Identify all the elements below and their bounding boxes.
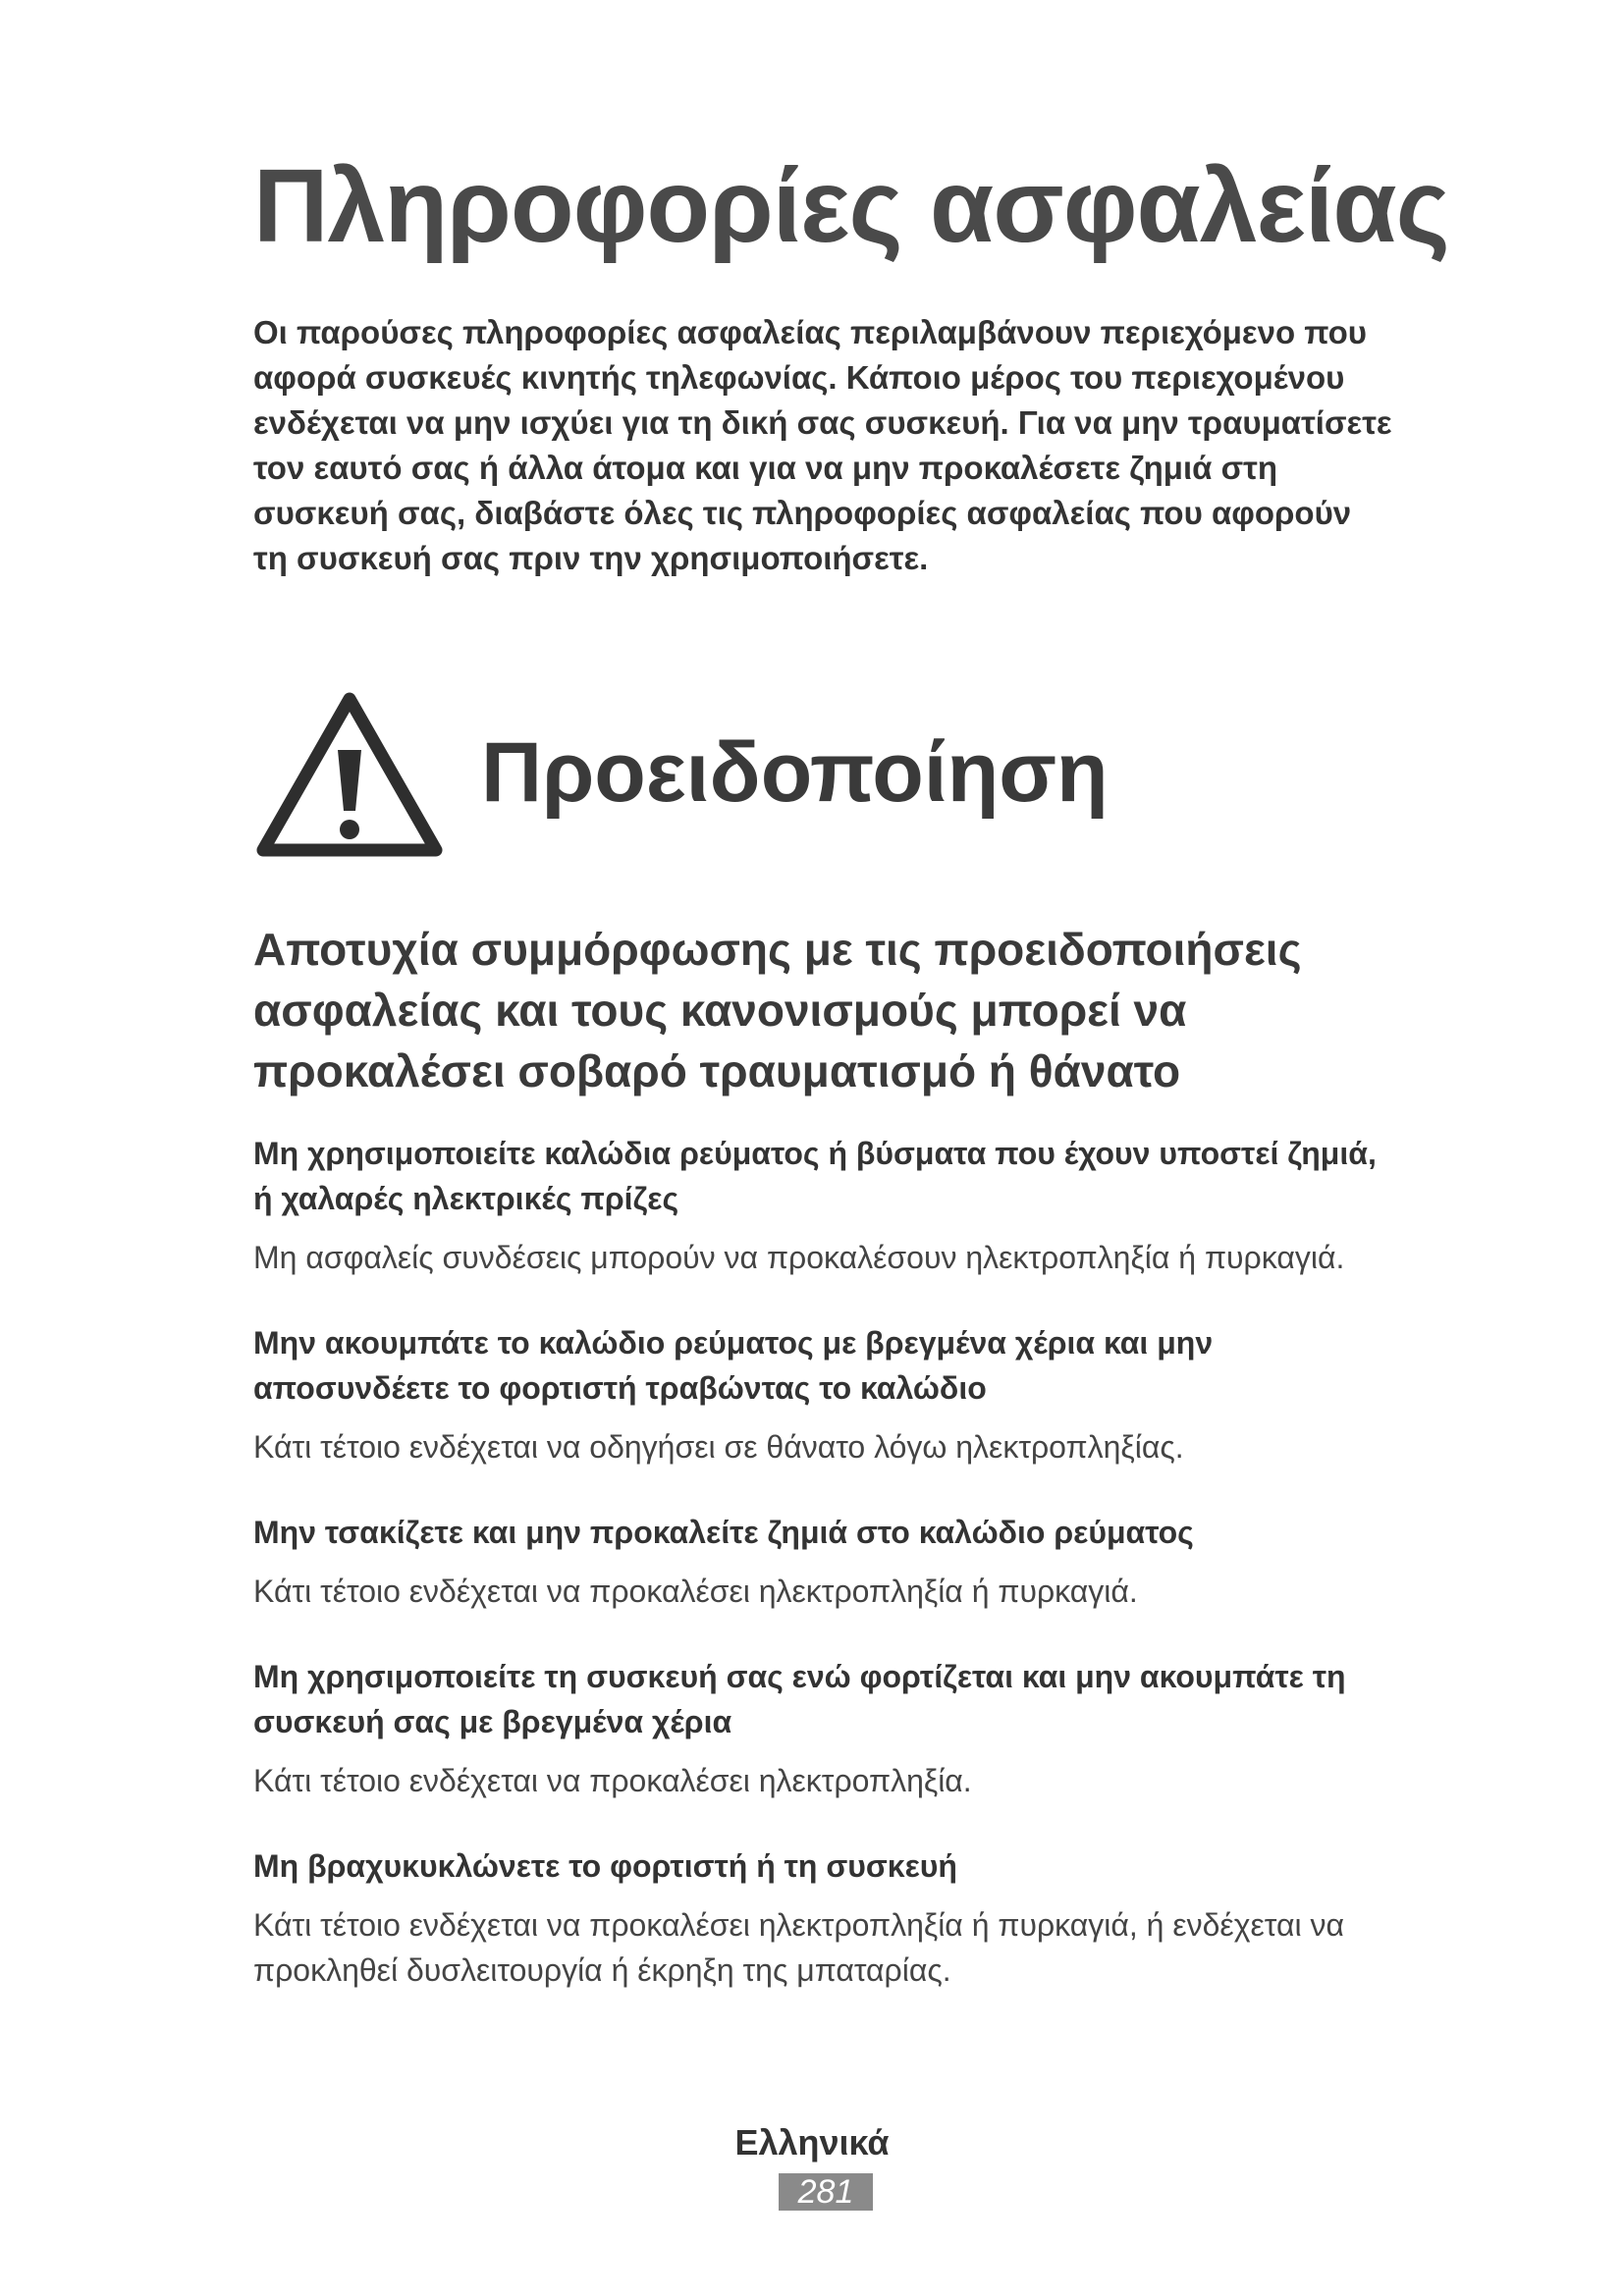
warning-header (253, 687, 1392, 874)
safety-item (253, 1320, 1392, 1469)
footer-language: Ελληνικά (734, 2122, 890, 2163)
intro-paragraph: Οι παρούσες πληροφορίες ασφαλείας περιλαμβάνουν περιεχόμενο που αφορά συσκευές κινητής τηλεφωνίας. Κάποιο μέρος του περιεχομένου ενδέχεται να μην ισχύει για τη δική σας συσκευή. Για να μην τραυματίσετε τον εαυτό σας ή άλλα άτομα και για να μην προκαλέσετε ζημιά στη συσκευή σας, διαβάστε όλες τις πληροφορίες ασφαλείας που αφορούν τη συσκευή σας πριν την χρησιμοποιήσετε. (253, 314, 1392, 576)
safety-item-title: Μην τσακίζετε και μην προκαλείτε ζημιά στο καλώδιο ρεύματος (253, 1515, 1194, 1550)
warning-title: Προειδοποίηση (481, 725, 1109, 820)
safety-item-description: Κάτι τέτοιο ενδέχεται να προκαλέσει ηλεκτροπληξία ή πυρκαγιά, ή ενδέχεται να προκληθεί δυσλειτουργία ή έκρηξη της μπαταρίας. (253, 1907, 1344, 1988)
safety-item-description: Κάτι τέτοιο ενδέχεται να προκαλέσει ηλεκτροπληξία ή πυρκαγιά. (253, 1574, 1138, 1609)
page-title: Πληροφορίες ασφαλείας (253, 148, 1449, 264)
safety-item-description: Κάτι τέτοιο ενδέχεται να οδηγήσει σε θάνατο λόγω ηλεκτροπληξίας. (253, 1429, 1184, 1465)
safety-item (253, 1843, 1392, 1993)
safety-item (253, 1131, 1392, 1280)
safety-item-title: Μη βραχυκυκλώνετε το φορτιστή ή τη συσκευή (253, 1848, 957, 1884)
warning-triangle-icon (253, 687, 446, 862)
safety-item-description: Κάτι τέτοιο ενδέχεται να προκαλέσει ηλεκτροπληξία. (253, 1763, 972, 1798)
safety-items-list (253, 1131, 1392, 2033)
safety-item-title: Μη χρησιμοποιείτε τη συσκευή σας ενώ φορτίζεται και μην ακουμπάτε τη συσκευή σας με βρεγμένα χέρια (253, 1659, 1346, 1739)
page-number-badge: 281 (779, 2173, 873, 2211)
safety-item-description: Μη ασφαλείς συνδέσεις μπορούν να προκαλέσουν ηλεκτροπληξία ή πυρκαγιά. (253, 1240, 1345, 1275)
safety-item-title: Μην ακουμπάτε το καλώδιο ρεύματος με βρεγμένα χέρια και μην αποσυνδέετε το φορτιστή τραβώντας το καλώδιο (253, 1325, 1214, 1406)
safety-item-title: Μη χρησιμοποιείτε καλώδια ρεύματος ή βύσματα που έχουν υποστεί ζημιά, ή χαλαρές ηλεκτρικές πρίζες (253, 1136, 1377, 1216)
section-subheading: Αποτυχία συμμόρφωσης με τις προειδοποιήσεις ασφαλείας και τους κανονισμούς μπορεί να προκαλέσει σοβαρό τραυματισμό ή θάνατο (253, 924, 1302, 1096)
safety-item (253, 1510, 1392, 1614)
safety-item (253, 1654, 1392, 1803)
